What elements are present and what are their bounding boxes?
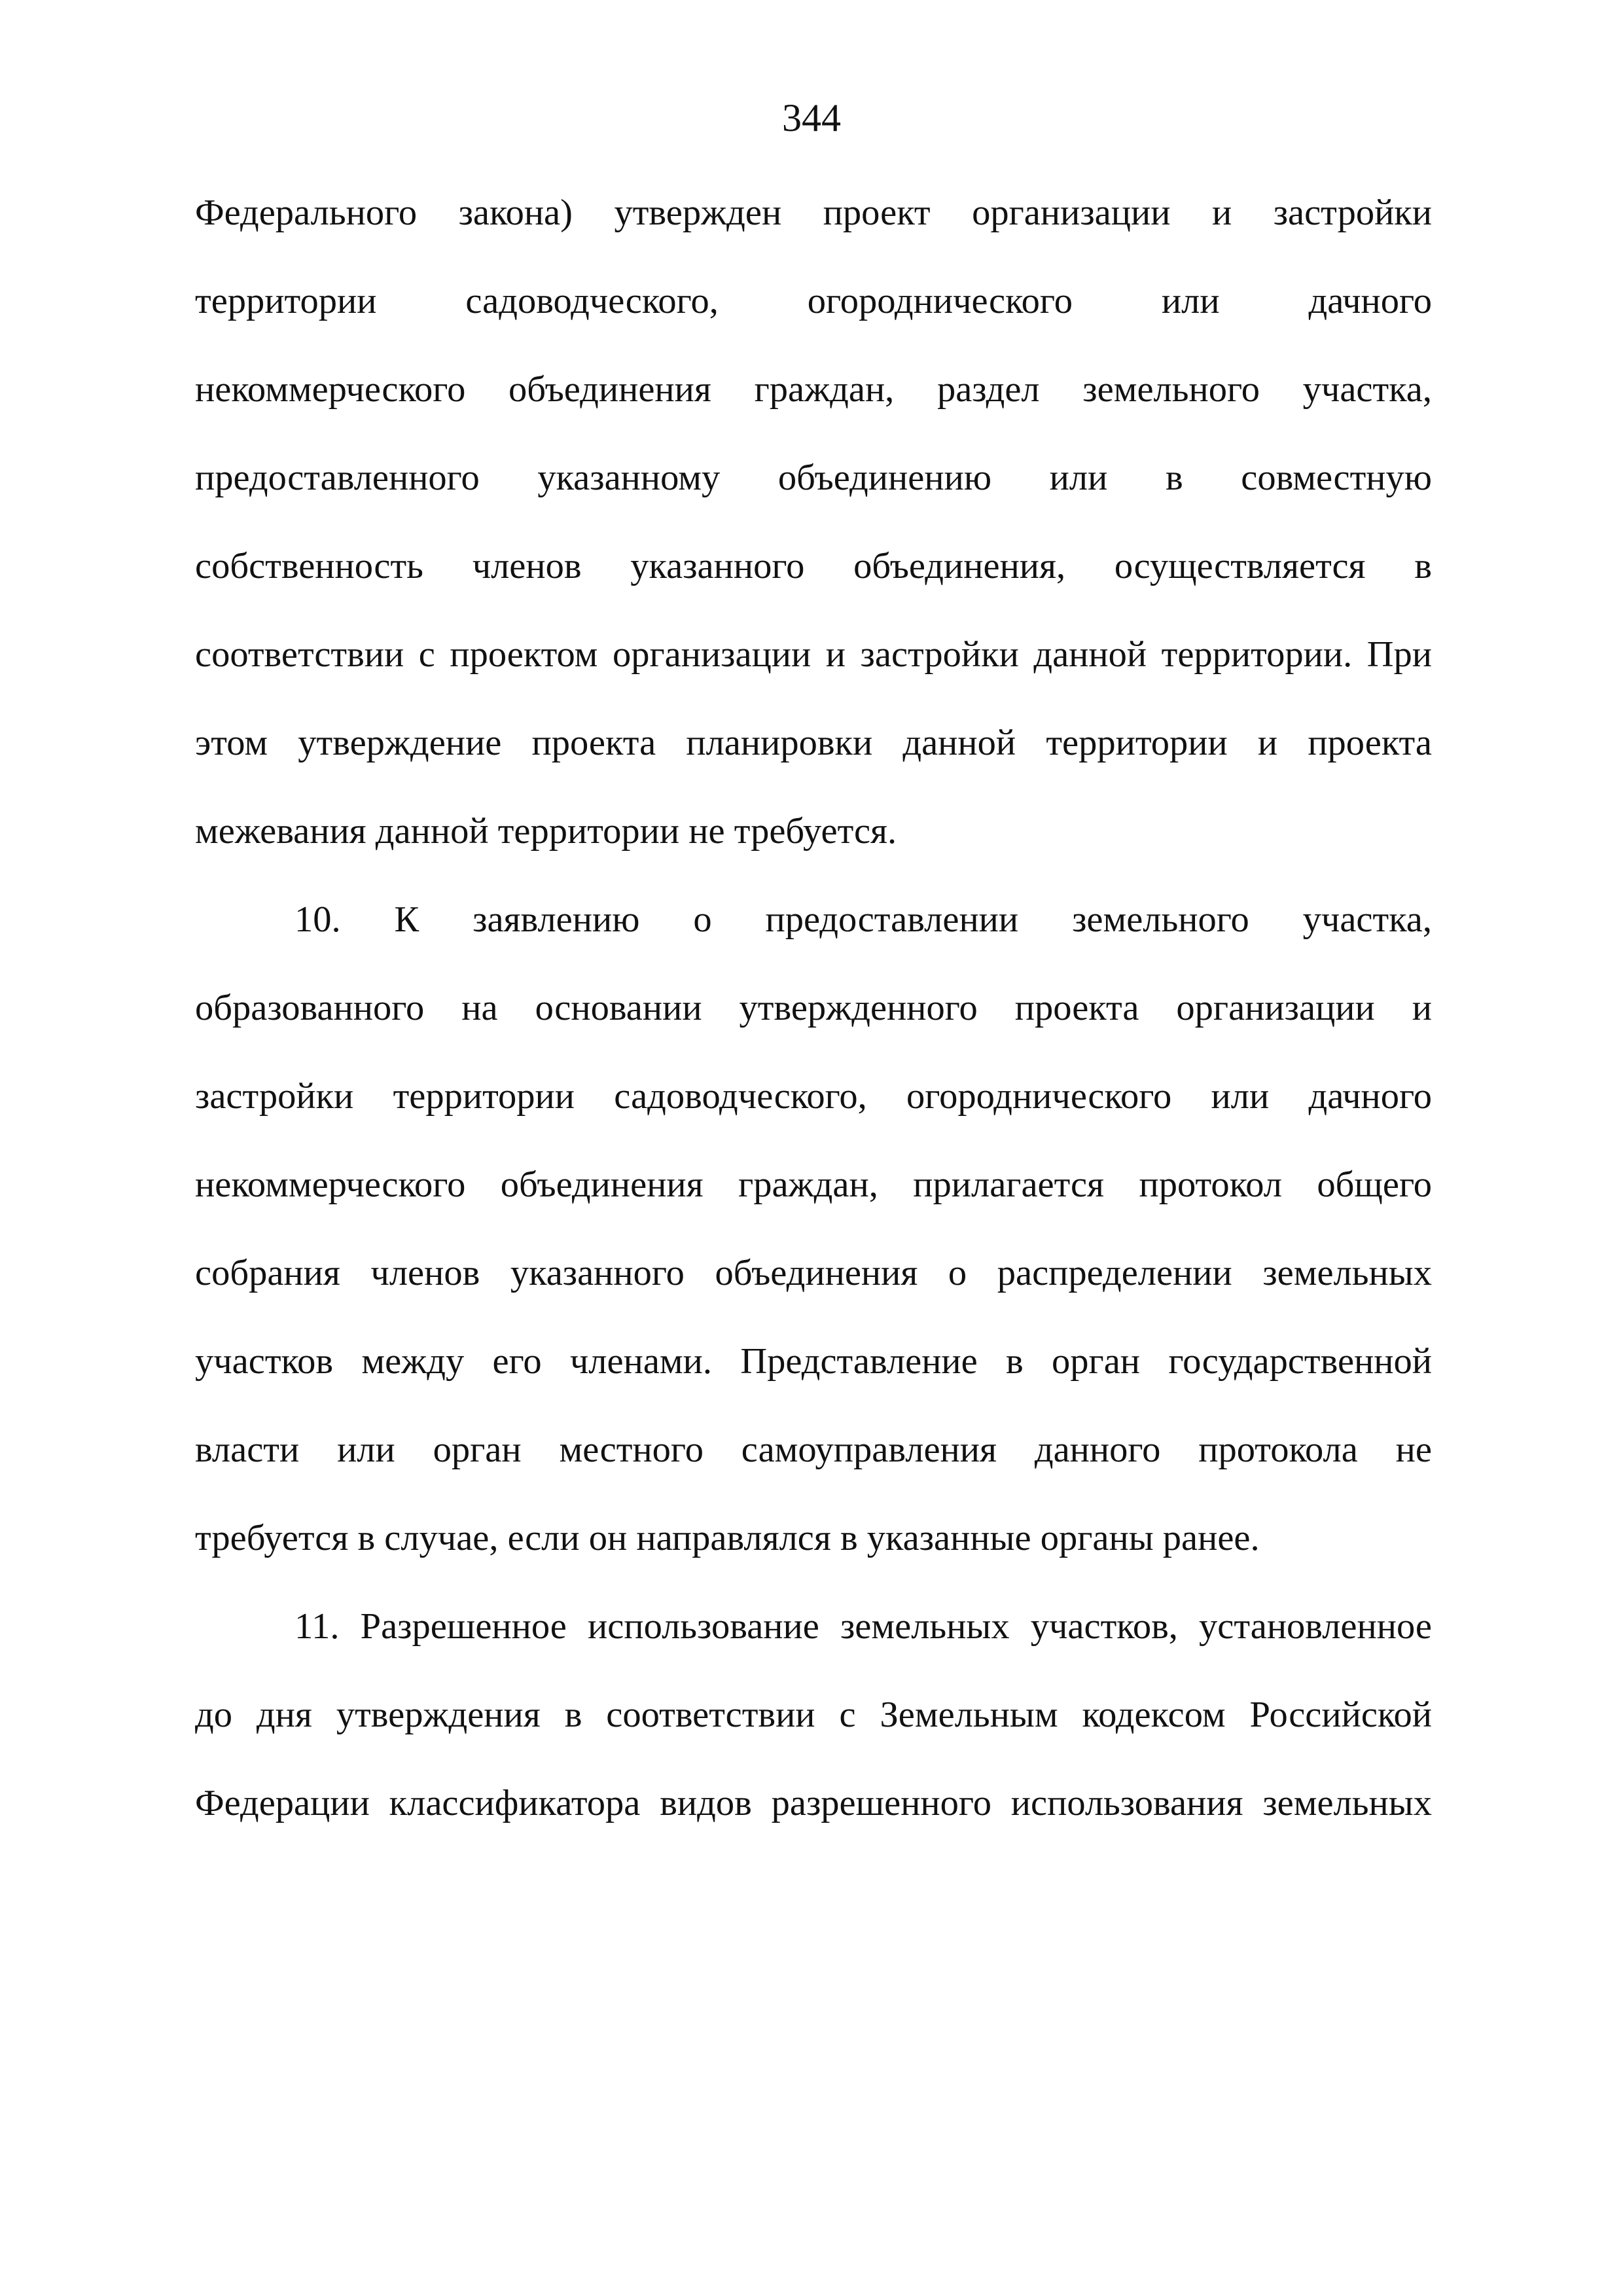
paragraph-start-line: 10. К заявлению о предоставлении земельного участка, bbox=[294, 899, 1432, 940]
text-line: некоммерческого объединения граждан, прилагается протокол общего bbox=[195, 1164, 1432, 1205]
text-line: Федерального закона) утвержден проект организации и застройки bbox=[195, 192, 1432, 233]
text-line: требуется в случае, если он направлялся в указанные органы ранее. bbox=[195, 1518, 1260, 1558]
text-line: межевания данной территории не требуется. bbox=[195, 811, 897, 852]
text-line: территории садоводческого, огороднического или дачного bbox=[195, 281, 1432, 321]
text-line: этом утверждение проекта планировки данной территории и проекта bbox=[195, 723, 1432, 763]
document-body bbox=[195, 183, 1432, 1862]
text-line: соответствии с проектом организации и застройки данной территории. При bbox=[195, 634, 1432, 675]
text-line: образованного на основании утвержденного проекта организации и bbox=[195, 988, 1432, 1028]
text-line: предоставленного указанному объединению или в совместную bbox=[195, 457, 1432, 498]
text-line: до дня утверждения в соответствии с Земельным кодексом Российской bbox=[195, 1695, 1432, 1735]
text-line: Федерации классификатора видов разрешенного использования земельных bbox=[195, 1783, 1432, 1823]
text-line: застройки территории садоводческого, огороднического или дачного bbox=[195, 1076, 1432, 1117]
page-number: 344 bbox=[782, 96, 841, 139]
paragraph-start-line: 11. Разрешенное использование земельных участков, установленное bbox=[294, 1606, 1432, 1647]
text-line: некоммерческого объединения граждан, раздел земельного участка, bbox=[195, 369, 1432, 410]
text-line: собственность членов указанного объединения, осуществляется в bbox=[195, 546, 1432, 586]
text-line: власти или орган местного самоуправления данного протокола не bbox=[195, 1429, 1432, 1470]
text-line: собрания членов указанного объединения о распределении земельных bbox=[195, 1253, 1432, 1293]
text-line: участков между его членами. Представление в орган государственной bbox=[195, 1341, 1432, 1382]
